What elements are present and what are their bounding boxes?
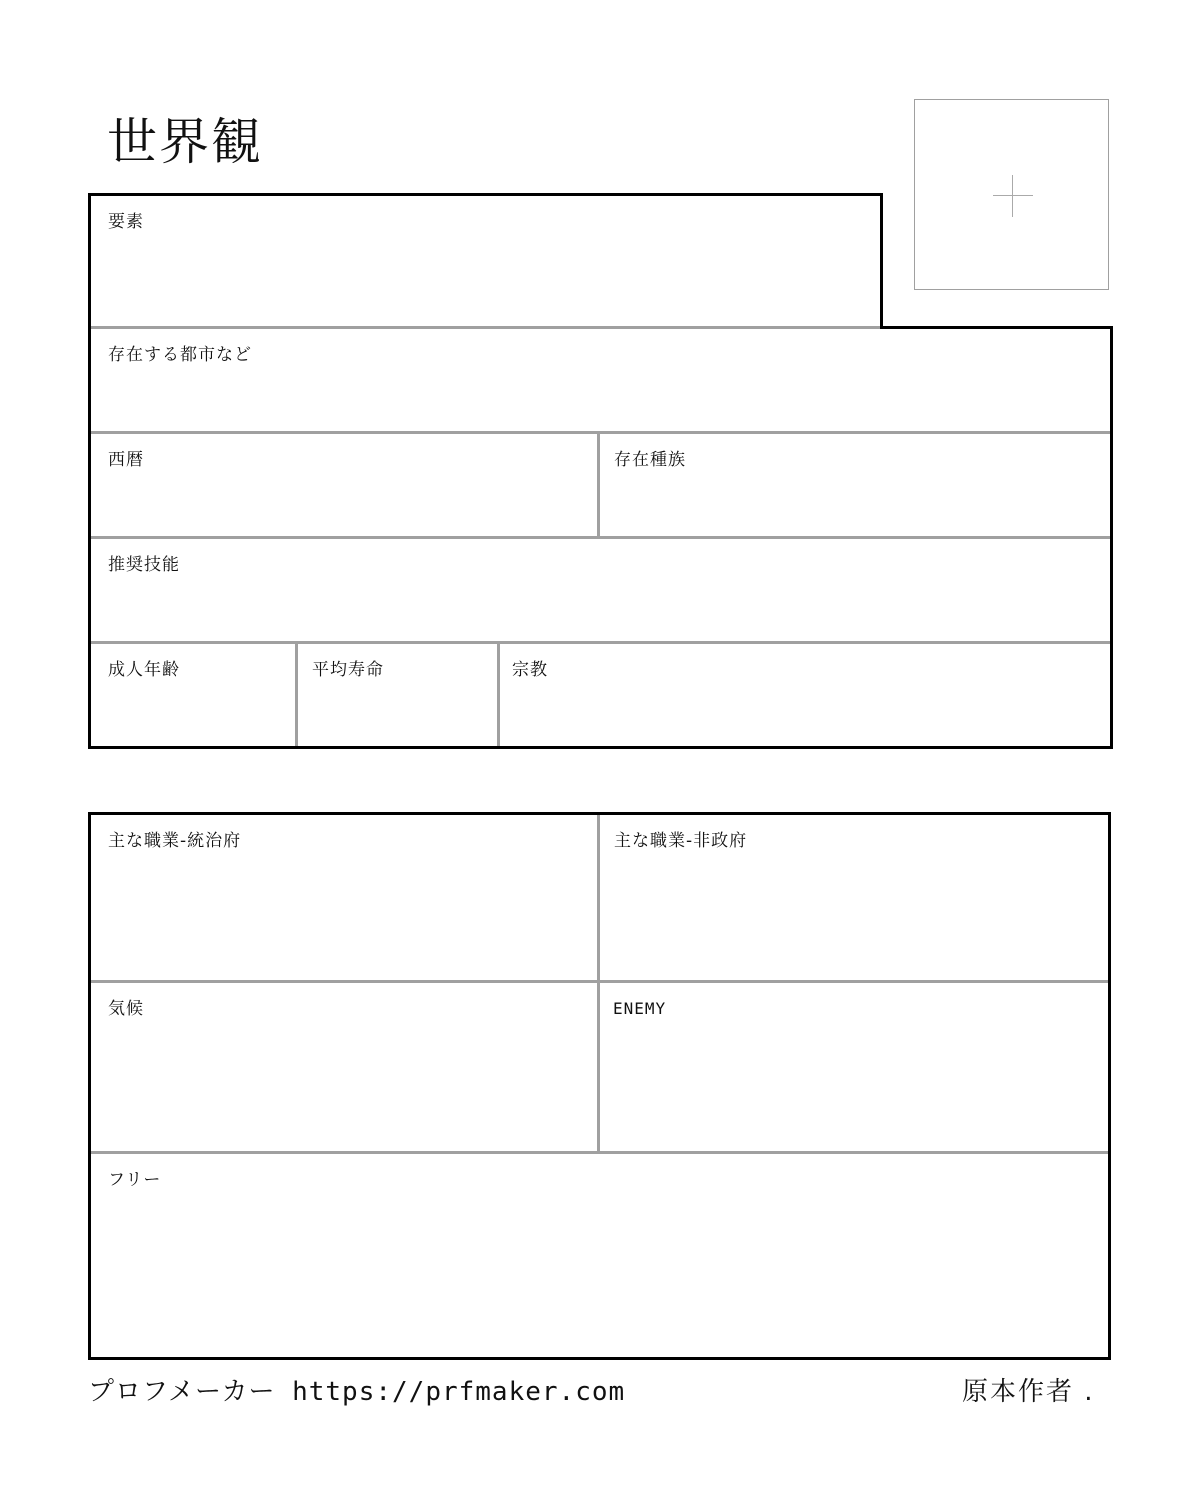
- field-lifespan[interactable]: [298, 644, 497, 746]
- section1-border-bottom: [88, 746, 1113, 749]
- field-elements[interactable]: [91, 196, 880, 326]
- field-races[interactable]: [600, 434, 1110, 536]
- field-adult-age[interactable]: [91, 644, 295, 746]
- field-label: 推奨技能: [108, 555, 180, 575]
- footer-credit-link[interactable]: プロフメーカー https://prfmaker.com: [88, 1377, 626, 1407]
- field-jobs-government[interactable]: [91, 815, 597, 980]
- section2-border-bottom: [88, 1357, 1111, 1360]
- field-skills[interactable]: [91, 539, 1110, 641]
- image-upload-slot[interactable]: [914, 99, 1109, 290]
- field-free[interactable]: [91, 1154, 1108, 1357]
- page-title: 世界観: [107, 113, 263, 171]
- field-label: 存在する都市など: [108, 345, 252, 365]
- field-label: 宗教: [512, 660, 548, 680]
- field-label: 西暦: [108, 450, 144, 470]
- field-label: 平均寿命: [312, 660, 384, 680]
- field-label: 気候: [108, 999, 144, 1019]
- field-label: 主な職業-統治府: [108, 831, 242, 851]
- field-calendar[interactable]: [91, 434, 597, 536]
- field-label: フリー: [108, 1170, 162, 1190]
- section1-border-right: [1110, 326, 1113, 749]
- field-religion[interactable]: [500, 644, 1110, 746]
- field-label: ENEMY: [613, 999, 667, 1018]
- field-label: 成人年齢: [108, 660, 180, 680]
- field-cities[interactable]: [91, 329, 1110, 431]
- section2-border-right: [1108, 812, 1111, 1360]
- field-label: 要素: [108, 212, 144, 232]
- field-enemy[interactable]: [600, 983, 1108, 1151]
- footer-author: 原本作者 .: [962, 1377, 1095, 1407]
- field-jobs-nongovernment[interactable]: [600, 815, 1108, 980]
- section1-border-notch-v: [880, 193, 883, 329]
- field-label: 主な職業-非政府: [614, 831, 748, 851]
- field-climate[interactable]: [91, 983, 597, 1151]
- field-label: 存在種族: [614, 450, 686, 470]
